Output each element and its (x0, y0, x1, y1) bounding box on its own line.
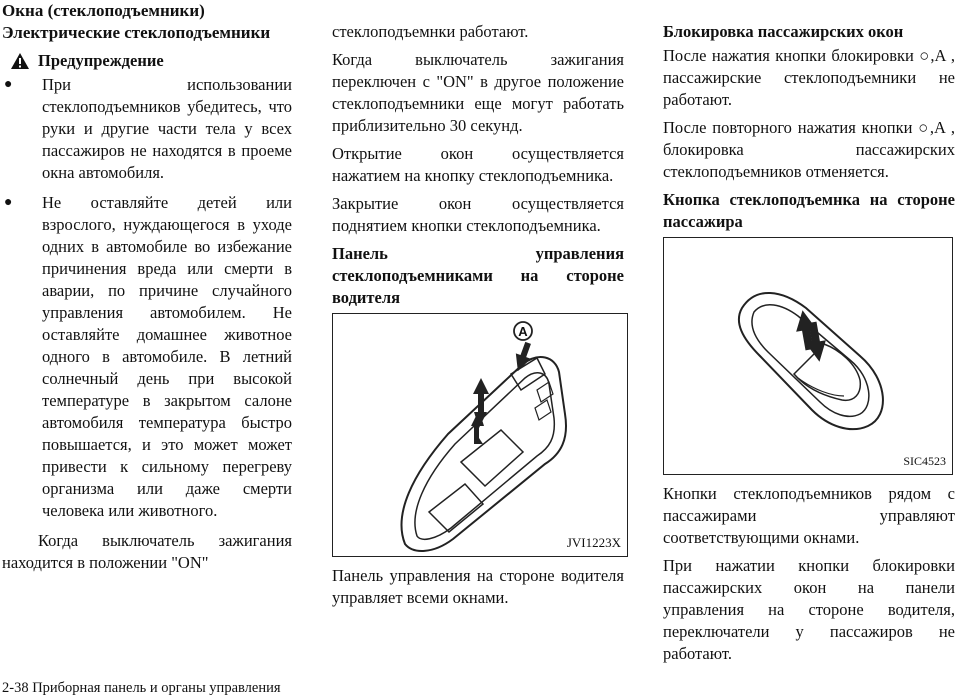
paragraph-lock: После нажатия кнопки блокировки ○,A , пассажирские стеклоподъемники не работают. (663, 46, 955, 109)
page-footer: 2-38 Приборная панель и органы управления (2, 680, 281, 696)
paragraph-continued: стеклоподъемнки работают. (332, 22, 529, 41)
page-title: Окна (стеклоподъемники) (2, 1, 205, 20)
warning-heading (10, 50, 292, 72)
lock-heading: Блокировка пассажирских окон (663, 22, 904, 41)
paragraph-unlock: После повторного нажатия кнопки ○,A , блокировка пассажирских стеклоподъемников отменяется. (663, 118, 955, 181)
warning-label: Предупреждение (38, 51, 164, 70)
bullet-icon: ● (4, 195, 13, 210)
column-left (2, 0, 292, 580)
bullet-text: При использовании стеклоподъемников убедитесь, что руки и другие части тела у всех пассажиров не находятся в проеме окна автомобиля. (42, 75, 292, 182)
paragraph-ignition-on: Когда выключатель зажигания находится в положении "ON" (2, 531, 292, 572)
list-item (2, 74, 292, 184)
column-right (663, 21, 955, 671)
figure-code: JVI1223X (566, 535, 621, 550)
bullet-text: Не оставляйте детей или взрослого, нуждающегося в уходе одних в автомобиле во избежание причинения вреда или смерти в аварии, по причине случайного управления автомобилем. Не оставляйте домашнее животное одного в автомобиле. В летний солнечный день при высокой температуре в закрытом салоне автомобиля температура быстро повышается, и это может может привести к сильному перегреву организма или даже смерти человека или животного. (42, 193, 292, 520)
passenger-switch-illustration (664, 238, 952, 474)
paragraph-close-windows: Закрытие окон осуществляется поднятием кнопки стеклоподъемника. (332, 194, 624, 235)
passenger-switch-figure (663, 237, 953, 475)
paragraph-passenger-switches: Кнопки стеклоподъемников рядом с пассажирами управляют соответствующими окнами. (663, 484, 955, 547)
warning-triangle-icon (10, 52, 30, 70)
paragraph-ignition-off: Когда выключатель зажигания переключен с "ON" в другое положение стеклоподъемники еще могут работать приблизительно 30 секунд. (332, 50, 624, 135)
paragraph-lock-effect: При нажатии кнопки блокировки пассажирских окон на панели управления на стороне водителя, переключатели у пассажиров не работают. (663, 556, 955, 663)
column-middle (332, 21, 624, 615)
list-item (2, 192, 292, 522)
section-title: Электрические стеклоподъемники (2, 23, 271, 42)
callout-label: A (518, 324, 528, 339)
bullet-icon: ● (4, 77, 13, 92)
figure-caption: Панель управления на стороне водителя управляет всеми окнами. (332, 566, 624, 607)
figure-code: SIC4523 (903, 454, 946, 468)
passenger-switch-heading: Кнопка стеклоподъемнка на стороне пассажира (663, 190, 955, 231)
driver-switch-panel-illustration (333, 314, 627, 556)
driver-switch-panel-figure (332, 313, 628, 557)
driver-panel-heading: Панель управления стеклоподъемниками на стороне водителя (332, 244, 624, 307)
paragraph-open-windows: Открытие окон осуществляется нажатием на кнопку стеклоподъемника. (332, 144, 624, 185)
